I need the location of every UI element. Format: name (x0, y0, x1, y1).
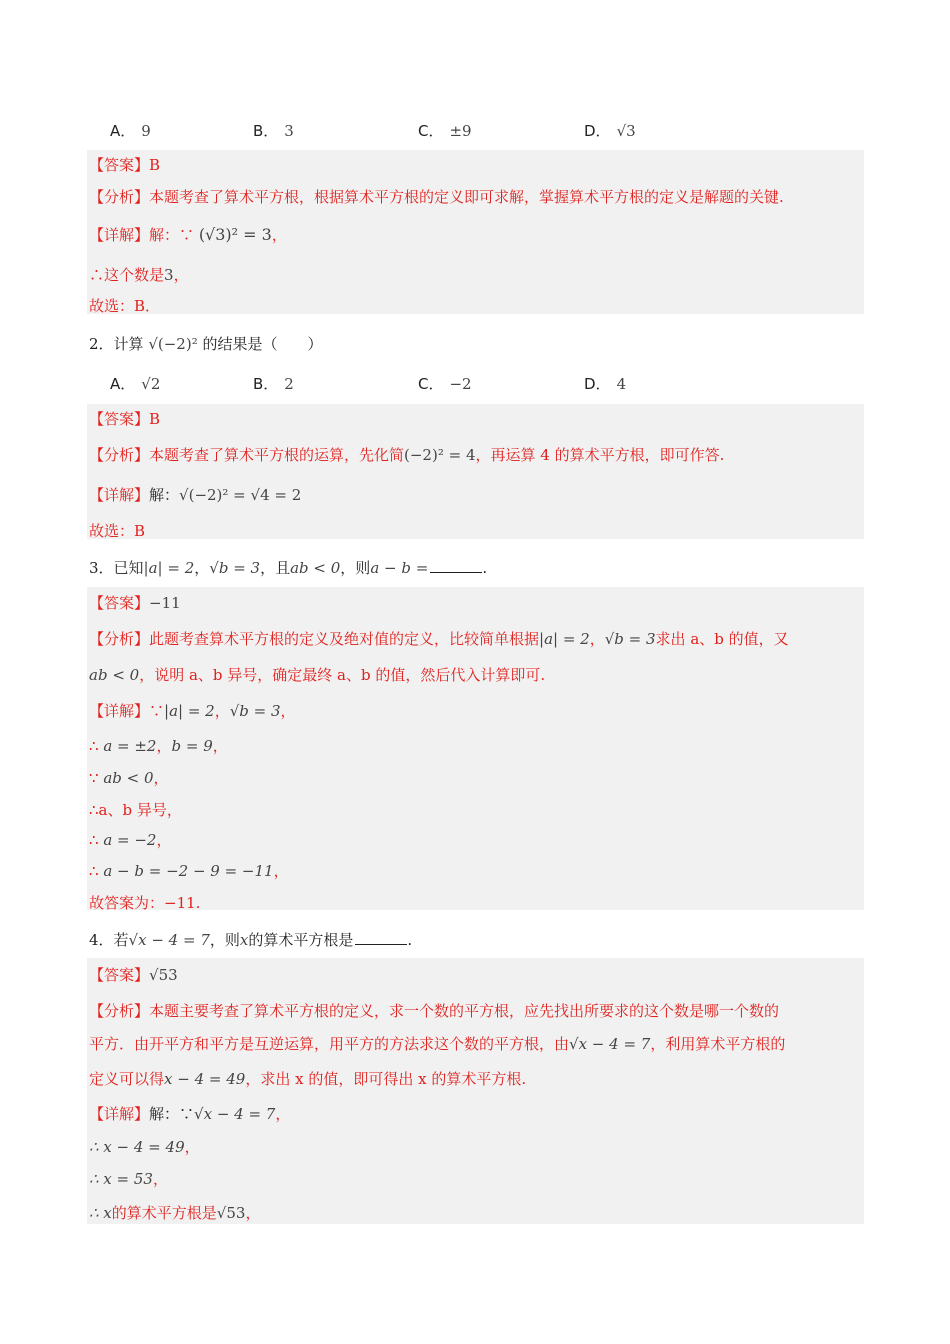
q4-detail: 【详解】解：∵√x − 4 = 7， (89, 1105, 291, 1123)
q2-option-d[interactable]: D． 4 (584, 375, 627, 393)
q3-analysis-line2: ab < 0，说明 a、b 异号，确定最终 a、b 的值，然后代入计算即可. (89, 666, 546, 684)
q3-step-3: ∴a、b 异号， (89, 801, 182, 819)
q1-option-d[interactable]: D． √3 (584, 122, 636, 140)
q2-option-c[interactable]: C． −2 (418, 375, 472, 393)
q2-option-b[interactable]: B． 2 (253, 375, 294, 393)
q4-solution-panel (87, 958, 864, 1224)
q2-answer: 【答案】B (89, 410, 161, 428)
q2-solution-panel (87, 404, 864, 539)
q3-step-5: ∴ a − b = −2 − 9 = −11， (89, 862, 289, 880)
q1-analysis: 【分析】本题考查了算术平方根，根据算术平方根的定义即可求解，掌握算术平方根的定义是解题的关键. (89, 188, 784, 206)
q1-conclusion: 故选：B． (89, 297, 161, 315)
q1-step: ∴这个数是3， (89, 266, 189, 284)
q4-step-1: ∴ x − 4 = 49， (89, 1138, 200, 1156)
q3-answer-blank[interactable] (430, 559, 482, 573)
q1-option-c[interactable]: C． ±9 (418, 122, 472, 140)
q4-step-3: ∴ x的算术平方根是√53， (89, 1204, 261, 1222)
q3-detail: 【详解】∵|a| = 2，√b = 3， (89, 702, 296, 720)
q2-stem: 2．计算 √(−2)² 的结果是（ ） (89, 335, 323, 353)
q4-answer: 【答案】√53 (89, 966, 178, 984)
q1-detail: 【详解】解：∵ (√3)² = 3， (89, 225, 287, 244)
q2-detail: 【详解】解：√(−2)² = √4 = 2 (89, 486, 302, 504)
q3-answer: 【答案】−11 (89, 594, 181, 612)
q4-answer-blank[interactable] (355, 931, 407, 945)
q2-option-a[interactable]: A． √2 (110, 375, 161, 393)
q3-step-2: ∵ ab < 0， (89, 769, 169, 787)
q1-option-a[interactable]: A． 9 (110, 122, 151, 140)
q3-step-4: ∴ a = −2， (89, 831, 172, 849)
q3-step-1: ∴ a = ±2，b = 9， (89, 737, 228, 755)
q3-final: 故答案为：−11. (89, 894, 201, 912)
q4-analysis-line2: 平方．由开平方和平方是互逆运算，用平方的方法求这个数的平方根，由√x − 4 = 7，利用算术平方根的 (89, 1035, 786, 1053)
q3-analysis-line1: 【分析】此题考查算术平方根的定义及绝对值的定义，比较简单根据|a| = 2，√b = 3求出 a、b 的值，又 (89, 630, 789, 648)
q4-stem: 4．若√x − 4 = 7，则x的算术平方根是 . (89, 931, 413, 949)
q3-stem: 3．已知|a| = 2，√b = 3，且ab < 0，则a − b = . (89, 559, 488, 577)
q4-analysis-line3: 定义可以得x − 4 = 49，求出 x 的值，即可得出 x 的算术平方根. (89, 1070, 527, 1088)
q1-option-b[interactable]: B． 3 (253, 122, 294, 140)
q4-step-2: ∴ x = 53， (89, 1170, 168, 1188)
q2-analysis: 【分析】本题考查了算术平方根的运算，先化简(−2)² = 4，再运算 4 的算术平方根，即可作答. (89, 446, 725, 464)
q2-conclusion: 故选：B (89, 522, 146, 540)
q4-analysis-line1: 【分析】本题主要考查了算术平方根的定义，求一个数的平方根，应先找出所要求的这个数是哪一个数的 (89, 1002, 780, 1020)
q1-answer: 【答案】B (89, 156, 161, 174)
